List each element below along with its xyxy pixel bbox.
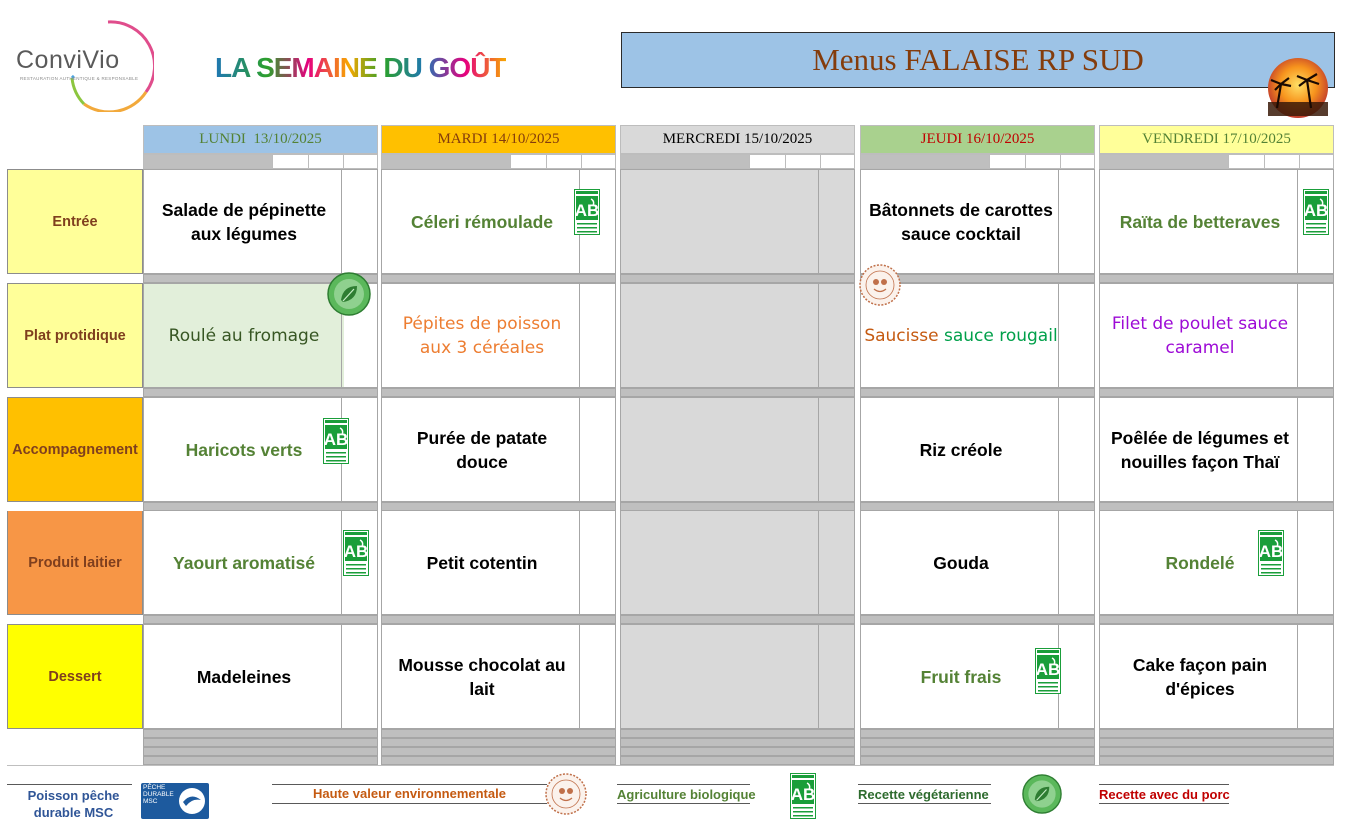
dish-name: Bâtonnets de carottes sauce cocktail [869,199,1053,244]
footer-stripe [381,729,616,738]
sunset-palm-icon [1263,58,1333,120]
hve-stamp-icon [543,772,589,816]
dish-name: Purée de patate douce [416,427,548,472]
footer-stripe [860,747,1095,756]
row-separator [143,615,378,624]
cell-jeudi-accompagnement [860,397,1095,502]
dish-name: Poêlée de légumes et nouilles façon Thaï [1111,427,1289,472]
footer-stripe [620,747,855,756]
footer-rule [7,765,1334,766]
row-separator [860,615,1095,624]
convivio-tagline: RESTAURATION AUTHENTIQUE & RESPONSABLE [20,76,139,81]
legend-underline [272,784,547,785]
dish-name: Roulé au fromage [168,325,320,346]
bio-ab-icon [790,773,816,819]
row-separator [381,615,616,624]
footer-stripe [1099,756,1334,765]
legend-msc: Poisson pêche durable MSC [27,788,120,820]
dish-name: Petit cotentin [426,552,538,573]
legend-underline [1099,803,1229,804]
day-header-lundi: LUNDI 13/10/2025 [143,125,378,154]
dish-name: Fruit frais [920,666,1002,687]
legend-underline [7,784,132,785]
bio-ab-icon [1303,189,1329,235]
bio-ab-icon [1035,648,1061,694]
dish-name: Haricots verts [185,439,303,460]
day-substrip [860,154,1095,169]
category-accompagnement: Accompagnement [7,397,143,502]
dish-name: Céleri rémoulade [411,211,553,232]
menu-title-banner [621,32,1335,88]
cell-mardi-accompagnement [381,397,616,502]
legend-underline [858,803,991,804]
bio-ab-icon [323,418,349,464]
row-separator [860,388,1095,397]
row-separator [381,388,616,397]
row-separator [1099,615,1334,624]
cell-mardi-dessert [381,624,616,729]
dish-name: Mousse chocolat au lait [398,654,566,699]
category-laitier: Produit laitier [7,510,143,615]
dish-name: Filet de poulet sauce caramel [1111,313,1289,358]
row-separator [620,274,855,283]
row-gap [7,503,143,511]
row-gap [7,389,143,397]
category-plat: Plat protidique [7,283,143,388]
cell-mercredi-dessert [620,624,855,729]
row-gap [7,275,143,283]
footer-stripe [381,747,616,756]
cell-vendredi-laitier [1099,510,1334,615]
row-separator [1099,388,1334,397]
row-separator [1099,274,1334,283]
footer-stripe [1099,738,1334,747]
category-dessert: Dessert [7,624,143,729]
cell-jeudi-laitier [860,510,1095,615]
dish-name: Cake façon pain d'épices [1132,654,1268,699]
footer-stripe [143,756,378,765]
legend-underline [1099,784,1229,785]
cell-vendredi-accompagnement [1099,397,1334,502]
footer-stripe [860,729,1095,738]
legend-underline [858,784,991,785]
semaine-du-gout-logo: LA SEMAINE DU GOÛT [215,52,506,83]
cell-lundi-entree [143,169,378,274]
dish-name: Gouda [933,552,989,573]
bio-ab-icon [343,530,369,576]
cell-mercredi-accompagnement [620,397,855,502]
footer-stripe [1099,729,1334,738]
footer-stripe [860,756,1095,765]
day-substrip [381,154,616,169]
legend-underline [272,803,547,804]
bio-ab-icon [1258,530,1284,576]
convivio-logo: ConviVio [16,46,120,74]
dish-name-sauce: sauce rougail [938,325,1058,346]
footer-stripe [143,738,378,747]
vegetarian-icon [327,272,371,316]
row-separator [620,388,855,397]
footer-stripe [143,729,378,738]
row-separator [143,388,378,397]
legend-vegetarien: Recette végétarienne [858,787,989,802]
legend-porc: Recette avec du porc [1099,787,1230,802]
menu-title: Menus FALAISE RP SUD [812,42,1144,77]
category-entree: Entrée [7,169,143,274]
footer-stripe [381,738,616,747]
cell-vendredi-dessert [1099,624,1334,729]
legend-underline [617,803,750,804]
vegetarian-icon [1022,774,1062,814]
dish-name: Madeleines [196,666,292,687]
bio-ab-icon [574,189,600,235]
footer-stripe [860,738,1095,747]
footer-stripe [620,756,855,765]
day-substrip [1099,154,1334,169]
dish-name: Yaourt aromatisé [173,552,315,573]
footer-stripe [143,747,378,756]
cell-mercredi-entree [620,169,855,274]
cell-vendredi-entree [1099,169,1334,274]
day-header-mardi: MARDI 14/10/2025 [381,125,616,154]
day-header-mercredi: MERCREDI 15/10/2025 [620,125,855,154]
legend-underline [617,784,750,785]
dish-name-pork: Saucisse [864,325,939,346]
legend-bio: Agriculture biologique [617,787,756,802]
footer-stripe [381,756,616,765]
cell-mercredi-plat [620,283,855,388]
day-header-vendredi: VENDREDI 17/10/2025 [1099,125,1334,154]
cell-mardi-laitier [381,510,616,615]
dish-name: Raïta de betteraves [1119,211,1281,232]
row-gap [7,616,143,624]
dish-name: Riz créole [919,439,1003,460]
hve-stamp-icon [857,263,903,307]
day-header-jeudi: JEUDI 16/10/2025 [860,125,1095,154]
cell-jeudi-entree [860,169,1095,274]
dish-name: Pépites de poisson aux 3 céréales [402,313,562,358]
footer-stripe [1099,747,1334,756]
legend-hve: Haute valeur environnementale [313,786,506,801]
day-substrip [143,154,378,169]
cell-mardi-plat [381,283,616,388]
cell-vendredi-plat [1099,283,1334,388]
row-separator [381,274,616,283]
cell-mercredi-laitier [620,510,855,615]
footer-stripe [620,738,855,747]
msc-label-icon: PÊCHE DURABLE MSC [141,783,209,819]
footer-stripe [620,729,855,738]
dish-name: Salade de pépinette aux légumes [161,199,327,244]
dish-name: Rondelé [1165,552,1235,573]
day-substrip [620,154,855,169]
row-separator [620,615,855,624]
cell-lundi-dessert [143,624,378,729]
